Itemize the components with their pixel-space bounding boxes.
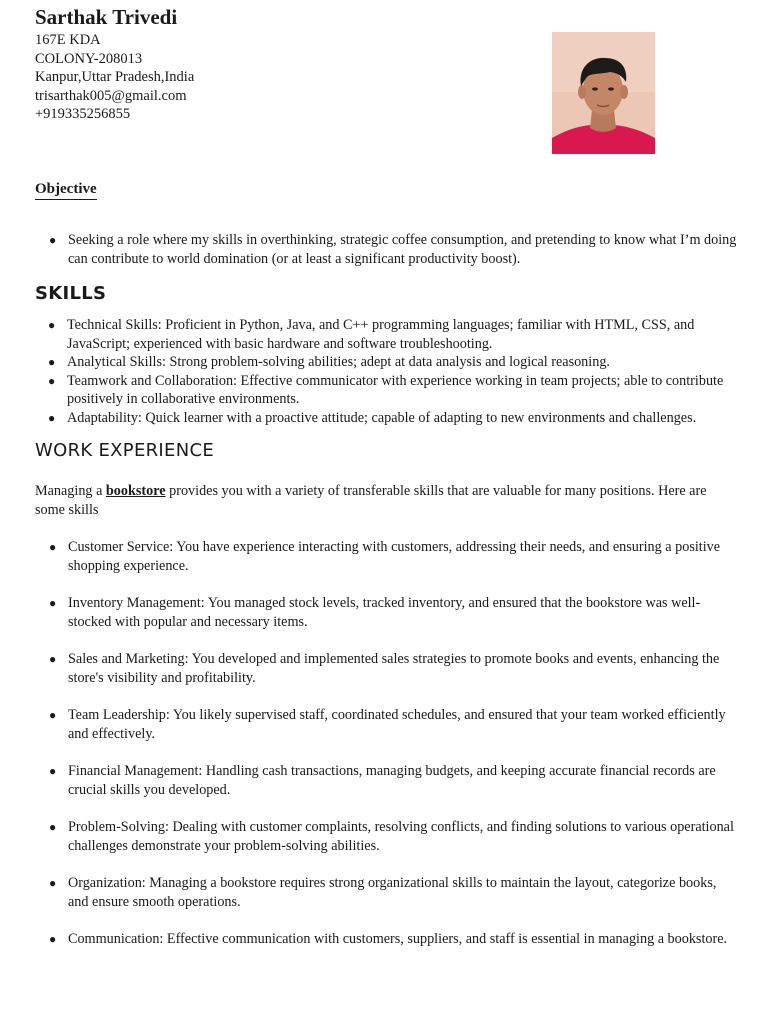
- skill-text: Adaptability: Quick learner with a proactive attitude; capable of adapting to new environments and challenges.: [67, 409, 697, 426]
- skills-heading: SKILLS: [35, 283, 107, 304]
- list-item: [49, 650, 736, 706]
- work-skill-text: Financial Management: Handling cash transactions, managing budgets, and keeping accurate financial records are crucial skills you developed.: [68, 763, 716, 798]
- list-item: [49, 930, 736, 986]
- list-item: [49, 874, 736, 930]
- skill-text: Technical Skills: Proficient in Python, Java, and C++ programming languages; familiar with HTML, CSS, and JavaScript; experienced with basic hardware and software troubleshooting.: [67, 317, 695, 352]
- skills-list: [48, 316, 747, 428]
- bullet-icon: ●: [48, 318, 56, 332]
- work-skill-text: Team Leadership: You likely supervised staff, coordinated schedules, and ensured that your team worked efficiently and effectively.: [68, 707, 726, 742]
- intro-text-end: provides you with a variety of transferable skills that are valuable for many positions. Here are some skills: [35, 483, 707, 518]
- bullet-icon: ●: [49, 764, 57, 778]
- skill-text: Teamwork and Collaboration: Effective communicator with experience working in team projects; able to contribute positively in collaborative environments.: [67, 372, 724, 408]
- bullet-icon: ●: [48, 355, 56, 370]
- work-skill-text: Communication: Effective communication with customers, suppliers, and staff is essential in managing a bookstore.: [68, 931, 728, 947]
- list-item: [49, 706, 736, 762]
- list-item: [49, 818, 736, 874]
- candidate-name: Sarthak Trivedi: [35, 5, 178, 29]
- intro-text-start: Managing a: [35, 483, 106, 499]
- work-skill-text: Customer Service: You have experience interacting with customers, addressing their needs, and ensuring a positive shopping experience.: [68, 539, 721, 574]
- address-line-2: COLONY-208013: [35, 50, 143, 67]
- list-item: [48, 409, 747, 428]
- work-skill-text: Inventory Management: You managed stock levels, tracked inventory, and ensured that the bookstore was well-stocked with popular and necessary items.: [68, 595, 701, 630]
- phone-number: +919335256855: [35, 106, 131, 123]
- list-item: [49, 231, 748, 268]
- list-item: [49, 594, 736, 650]
- bullet-icon: ●: [49, 596, 57, 610]
- work-skill-text: Sales and Marketing: You developed and implemented sales strategies to promote books and events, enhancing the store's visibility and profitability.: [68, 651, 720, 686]
- address-line-1: 167E KDA: [35, 32, 101, 48]
- bullet-icon: ●: [49, 233, 57, 247]
- work-skill-text: Problem-Solving: Dealing with customer complaints, resolving conflicts, and finding solutions to various operational challenges demonstrate your problem-solving abilities.: [68, 819, 734, 854]
- work-intro-paragraph: [35, 482, 735, 519]
- bullet-icon: ●: [48, 373, 56, 388]
- objective-list: [49, 231, 748, 268]
- list-item: [49, 538, 736, 594]
- objective-heading: Objective: [35, 179, 97, 200]
- work-experience-heading: WORK EXPERIENCE: [35, 440, 215, 461]
- list-item: [49, 762, 736, 818]
- list-item: [48, 316, 747, 353]
- skill-text: Analytical Skills: Strong problem-solving abilities; adept at data analysis and logical reasoning.: [67, 354, 610, 371]
- bookstore-link[interactable]: bookstore: [105, 483, 166, 499]
- objective-text: Seeking a role where my skills in overthinking, strategic coffee consumption, and pretending to know what I’m doing can contribute to world domination (or at least a significant productivity boost).: [68, 232, 737, 267]
- bullet-icon: ●: [49, 876, 57, 890]
- bullet-icon: ●: [49, 820, 57, 834]
- bullet-icon: ●: [49, 708, 57, 722]
- profile-photo: [552, 32, 655, 154]
- address-line-3: Kanpur,Uttar Pradesh,India: [35, 69, 195, 86]
- bullet-icon: ●: [49, 540, 57, 554]
- work-skills-list: [49, 538, 736, 986]
- bullet-icon: ●: [49, 932, 57, 946]
- email-address: trisarthak005@gmail.com: [35, 87, 187, 104]
- contact-block: [35, 31, 194, 124]
- list-item: [48, 372, 747, 409]
- work-skill-text: Organization: Managing a bookstore requires strong organizational skills to maintain the layout, categorize books, and ensure smooth operations.: [68, 875, 717, 910]
- bullet-icon: ●: [49, 652, 57, 666]
- list-item: [48, 353, 747, 372]
- bullet-icon: ●: [48, 410, 56, 425]
